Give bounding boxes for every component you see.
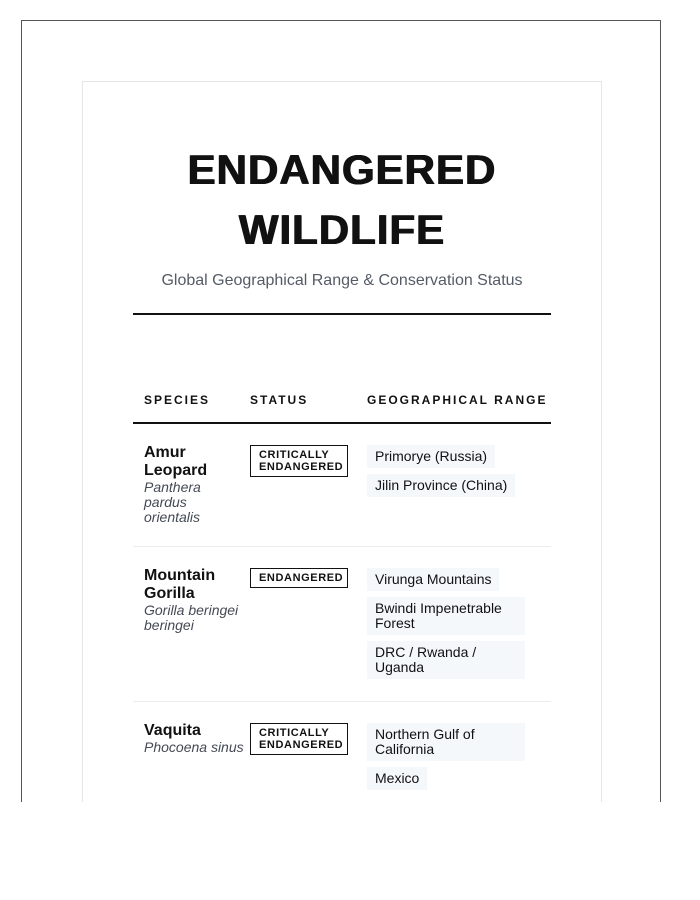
species-name: Vaquita [144,722,201,739]
species-table [133,378,551,802]
content-card [82,81,602,802]
range-cell [367,444,551,546]
species-cell [133,567,250,701]
header-divider [133,313,551,315]
range-tag: DRC / Rwanda / Uganda [367,641,525,679]
header [83,82,601,315]
range-cell [367,722,551,802]
status-badge: ENDANGERED [250,568,348,588]
species-latin-name: Panthera pardus orientalis [144,479,201,525]
column-header-status: STATUS [250,393,309,407]
status-cell [250,567,367,701]
table-row [133,702,551,802]
range-tag: Bwindi Impenetrable Forest [367,597,525,635]
species-latin-name: Phocoena sinus [144,739,244,755]
page-frame [21,20,661,802]
range-list [367,568,551,679]
species-cell [133,444,250,546]
range-list [367,723,551,790]
table-row [133,424,551,547]
range-tag: Jilin Province (China) [367,474,515,497]
range-list [367,445,551,497]
range-tag: Northern Gulf of California [367,723,525,761]
column-header-range: GEOGRAPHICAL RANGE [367,393,548,407]
range-cell [367,567,551,701]
status-cell [250,722,367,802]
range-tag: Primorye (Russia) [367,445,495,468]
species-latin-name: Gorilla beringei beringei [144,602,239,633]
table-header [133,378,551,424]
species-name: Amur Leopard [144,444,208,479]
species-name: Mountain Gorilla [144,567,216,602]
column-header-species: SPECIES [144,393,211,407]
page-title: ENDANGERED WILDLIFE [187,146,497,253]
species-cell [133,722,250,802]
page-subtitle: Global Geographical Range & Conservation Status [161,272,523,289]
table-row [133,547,551,702]
status-badge: CRITICALLY ENDANGERED [250,723,348,755]
range-tag: Virunga Mountains [367,568,499,591]
status-cell [250,444,367,546]
status-badge: CRITICALLY ENDANGERED [250,445,348,477]
range-tag: Mexico [367,767,427,790]
